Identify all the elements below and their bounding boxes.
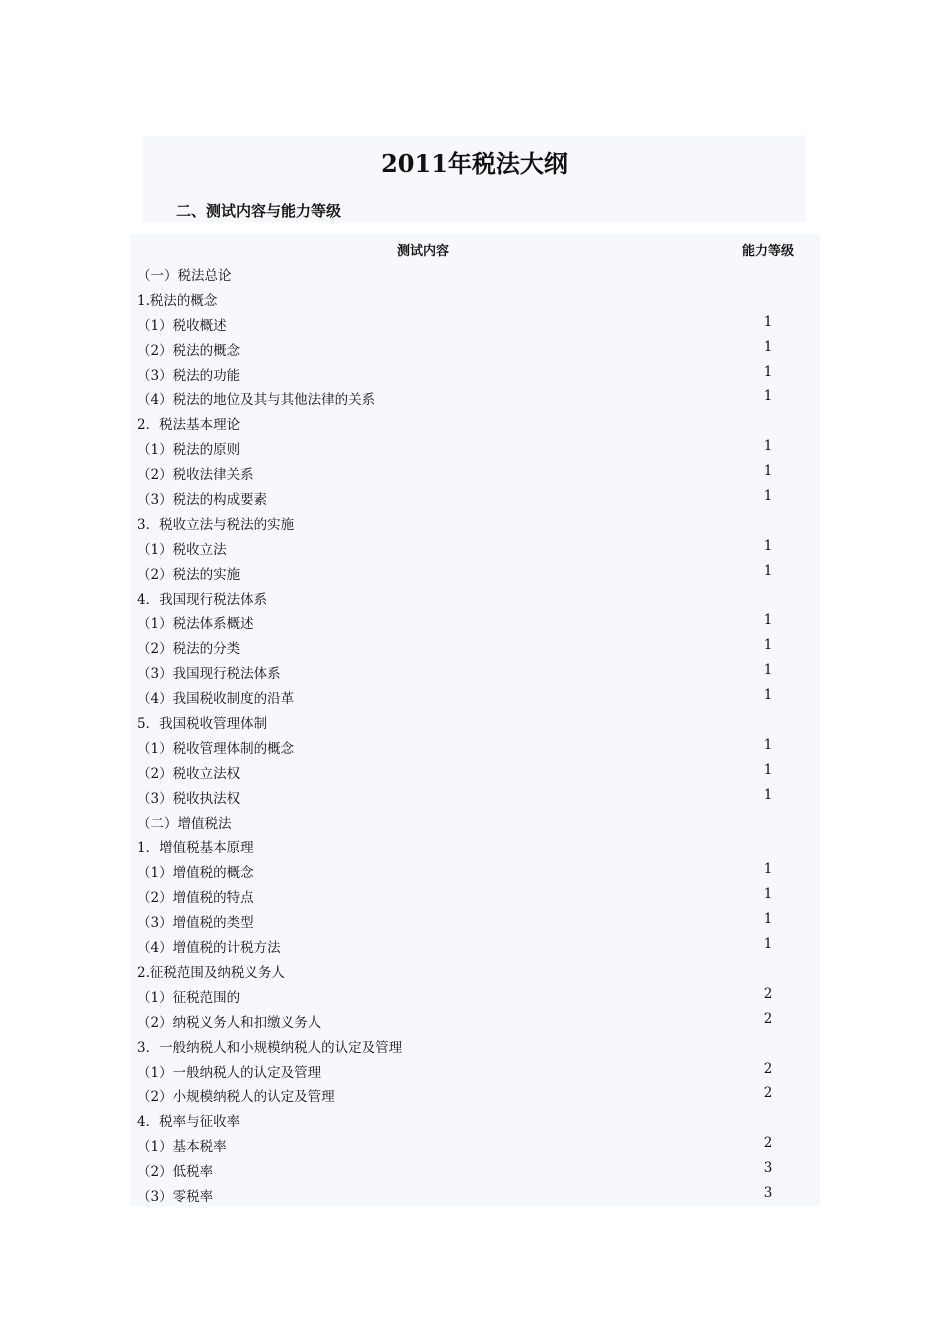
row-content: 5．我国税收管理体制: [137, 716, 268, 733]
row-content: （1）一般纳税人的认定及管理: [137, 1064, 322, 1081]
row-content: （1）基本税率: [137, 1139, 227, 1156]
table-row: [130, 1156, 820, 1181]
row-level: 1: [763, 463, 773, 480]
table-row: [130, 633, 820, 658]
header-level: 能力等级: [741, 244, 794, 259]
row-level: 2: [763, 985, 773, 1002]
row-content: （1）税收管理体制的概念: [137, 740, 295, 757]
row-content: （4）增值税的计税方法: [137, 940, 281, 957]
table-row: [130, 285, 820, 310]
row-content: （4）税法的地位及其与其他法律的关系: [137, 392, 376, 409]
row-content: （2）增值税的特点: [137, 890, 254, 907]
table-row: [130, 584, 820, 609]
row-level: 1: [763, 786, 773, 803]
row-content: （二）增值税法: [137, 815, 232, 832]
row-content: （1）税收立法: [137, 541, 227, 558]
table-row: [130, 683, 820, 708]
row-content: （3）税法的功能: [137, 367, 241, 384]
row-content: （2）税收立法权: [137, 765, 241, 782]
table-row: [130, 1007, 820, 1032]
row-level: 1: [763, 388, 773, 405]
row-content: （1）征税范围的: [137, 989, 241, 1006]
row-content: 4．我国现行税法体系: [137, 591, 268, 608]
row-level: 1: [763, 687, 773, 704]
row-level: 1: [763, 736, 773, 753]
row-content: （2）小规模纳税人的认定及管理: [137, 1089, 335, 1106]
table-row: [130, 409, 820, 434]
row-content: 2．税法基本理论: [137, 417, 241, 434]
table-row: [130, 832, 820, 857]
document-header: [143, 136, 806, 222]
row-content: （1）税法体系概述: [137, 616, 254, 633]
row-content: （3）我国现行税法体系: [137, 666, 281, 683]
row-content: （2）税法的概念: [137, 342, 241, 359]
row-content: （2）税收法律关系: [137, 467, 254, 484]
row-content: 3．税收立法与税法的实施: [137, 516, 295, 533]
table-row: [130, 1032, 820, 1057]
row-level: 1: [763, 886, 773, 903]
row-content: 1.税法的概念: [137, 292, 218, 309]
table-row: [130, 658, 820, 683]
table-row: [130, 808, 820, 833]
row-content: （2）税法的实施: [137, 566, 241, 583]
row-content: （3）增值税的类型: [137, 915, 254, 932]
row-level: 1: [763, 662, 773, 679]
table-row: [130, 857, 820, 882]
table-row: [130, 484, 820, 509]
row-level: 2: [763, 1060, 773, 1077]
syllabus-table: [130, 234, 820, 1206]
row-level: 2: [763, 1085, 773, 1102]
table-row: [130, 260, 820, 285]
row-level: 1: [763, 612, 773, 629]
document-title: 2011年税法大纲: [381, 149, 568, 178]
row-level: 1: [763, 438, 773, 455]
row-level: 1: [763, 537, 773, 554]
table-row: [130, 733, 820, 758]
table-row: [130, 1057, 820, 1082]
table-row: [130, 434, 820, 459]
table-row: [130, 534, 820, 559]
table-row: [130, 982, 820, 1007]
table-row: [130, 459, 820, 484]
table-row: [130, 360, 820, 385]
row-content: （一）税法总论: [137, 268, 232, 284]
table-row: [130, 783, 820, 808]
row-level: 3: [763, 1160, 773, 1177]
row-level: 1: [763, 861, 773, 878]
table-row: [130, 335, 820, 360]
row-content: （3）税收执法权: [137, 790, 241, 807]
row-level: 1: [763, 911, 773, 928]
row-level: 1: [763, 761, 773, 778]
row-content: 1．增值税基本原理: [137, 840, 254, 857]
table-row: [130, 907, 820, 932]
row-content: 3．一般纳税人和小规模纳税人的认定及管理: [137, 1039, 403, 1056]
table-row: [130, 957, 820, 982]
row-level: 1: [763, 637, 773, 654]
table-row: [130, 310, 820, 335]
row-level: 2: [763, 1010, 773, 1027]
table-row: [130, 1181, 820, 1206]
table-row: [130, 1081, 820, 1106]
table-row: [130, 708, 820, 733]
header-content: 测试内容: [396, 244, 449, 259]
section-heading: 二、测试内容与能力等级: [176, 202, 342, 220]
row-level: 1: [763, 313, 773, 330]
table-row: [130, 882, 820, 907]
table-row: [130, 509, 820, 534]
row-level: 2: [763, 1135, 773, 1152]
row-level: 1: [763, 562, 773, 579]
table-row: [130, 1131, 820, 1156]
row-level: 1: [763, 338, 773, 355]
row-content: （1）税收概述: [137, 317, 227, 334]
row-content: （4）我国税收制度的沿革: [137, 691, 295, 708]
row-content: （3）税法的构成要素: [137, 492, 268, 509]
row-content: （3）零税率: [137, 1188, 214, 1205]
table-row: [130, 559, 820, 584]
row-level: 1: [763, 363, 773, 380]
row-content: （2）低税率: [137, 1164, 214, 1181]
row-content: 2.征税范围及纳税义务人: [137, 964, 285, 981]
row-content: （1）增值税的概念: [137, 865, 254, 882]
table-header-row: [130, 234, 820, 260]
row-level: 3: [763, 1184, 773, 1201]
table-row: [130, 1106, 820, 1131]
row-content: （2）税法的分类: [137, 641, 241, 658]
row-content: （1）税法的原则: [137, 442, 241, 459]
table-row: [130, 932, 820, 957]
table-row: [130, 608, 820, 633]
table-body: [130, 260, 820, 1206]
row-level: 1: [763, 488, 773, 505]
row-level: 1: [763, 936, 773, 953]
row-content: （2）纳税义务人和扣缴义务人: [137, 1014, 322, 1031]
table-row: [130, 384, 820, 409]
row-content: 4．税率与征收率: [137, 1114, 241, 1131]
table-row: [130, 758, 820, 783]
